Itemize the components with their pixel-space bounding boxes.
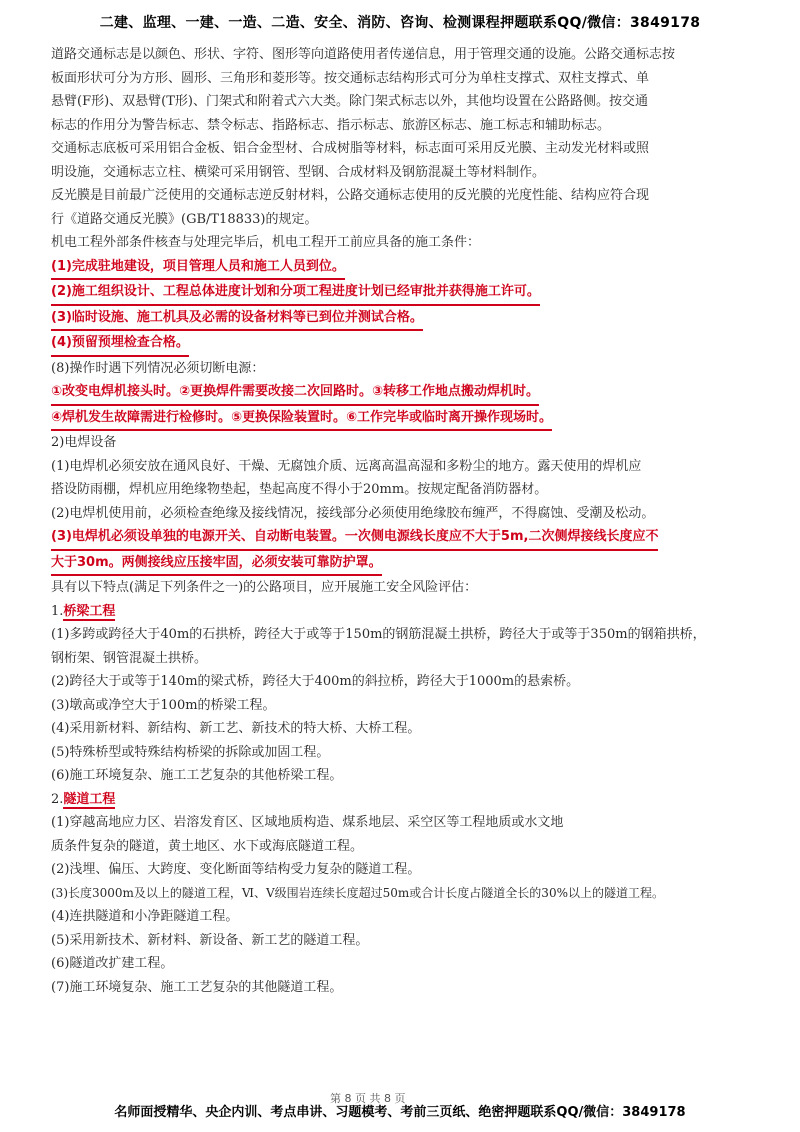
paragraph-line: 标志的作用分为警告标志、禁令标志、指路标志、指示标志、旅游区标志、施工标志和辅助标志。: [51, 117, 611, 133]
paragraph-line: 明设施，交通标志立柱、横梁可采用钢管、型钢、合成材料及钢筋混凝土等材料制作。: [51, 164, 546, 180]
paragraph-line: 交通标志底板可采用铝合金板、铝合金型材、合成树脂等材料，标志面可采用反光膜、主动发光材料或照: [51, 141, 650, 156]
tunnel-item: (2)浅埋、偏压、大跨度、变化断面等结构受力复杂的隧道工程。: [51, 862, 421, 877]
tunnel-item: (6)隧道改扩建工程。: [51, 956, 174, 971]
paragraph-line: 板面形状可分为方形、圆形、三角形和菱形等。按交通标志结构形式可分为单柱支撑式、双柱支撑式、单: [51, 70, 650, 86]
page-number: 第 8 页 共 8 页: [330, 1092, 406, 1105]
welding-rule-line: (2)电焊机使用前，必须检查绝缘及接线情况，接线部分必须使用绝缘胶布缠严，不得腐蚀、受潮及松动。: [51, 505, 655, 521]
tunnel-item: (5)采用新技术、新材料、新设备、新工艺的隧道工程。: [51, 932, 369, 948]
tunnel-heading: [51, 788, 751, 812]
bridge-item: (2)跨径大于或等于140m的梁式桥，跨径大于400m的斜拉桥，跨径大于1000m的悬索桥。: [51, 674, 580, 689]
bridge-item: (5)特殊桥型或特殊结构桥梁的拆除或加固工程。: [51, 744, 330, 760]
bridge-heading-number: 1.: [51, 603, 64, 619]
document-body: [51, 43, 751, 999]
tunnel-item: (7)施工环境复杂、施工工艺复杂的其他隧道工程。: [51, 979, 343, 995]
bridge-item: 钢桁架、钢管混凝土拱桥。: [51, 650, 208, 666]
paragraph-line: 行《道路交通反光膜》(GB/T18833)的规定。: [51, 211, 318, 227]
welding-rule-line: 搭设防雨棚，焊机应用绝缘物垫起，垫起高度不得小于20mm。按规定配备消防器材。: [51, 482, 548, 497]
page-header-banner: 二建、监理、一建、一造、二造、安全、消防、咨询、检测课程押题联系QQ/微信：3849178: [99, 15, 701, 31]
bridge-heading-title: 桥梁工程: [63, 603, 116, 619]
paragraph-line: 悬臂(F形)、双悬臂(T形)、门架式和附着式六大类。除门架式标志以外，其他均设置在公路路侧。按交通: [51, 94, 648, 109]
paragraph-line: 机电工程外部条件核查与处理完毕后，机电工程开工前应具备的施工条件：: [51, 235, 481, 250]
tunnel-item: (1)穿越高地应力区、岩溶发育区、区域地质构造、煤系地层、采空区等工程地质或水文地: [51, 815, 564, 830]
highlighted-power-case: ①改变电焊机接头时。②更换焊件需要改接二次回路时。③转移工作地点搬动焊机时。: [51, 380, 539, 406]
bridge-item: (6)施工环境复杂、施工工艺复杂的其他桥梁工程。: [51, 768, 343, 783]
bridge-item: (4)采用新材料、新结构、新工艺、新技术的特大桥、大桥工程。: [51, 721, 421, 736]
bridge-item: (1)多跨或跨径大于40m的石拱桥，跨径大于或等于150m的钢筋混凝土拱桥，跨径大于或等于350m的钢箱拱桥，: [51, 627, 706, 642]
highlighted-condition: (4)预留预埋检查合格。: [51, 331, 189, 357]
tunnel-item: (3)长度3000m及以上的隧道工程，Ⅵ、Ⅴ级围岩连续长度超过50m或合计长度占隧道全长的30%以上的隧道工程。: [51, 885, 664, 900]
highlighted-welding-rule: 大于30m。两侧接线应压接牢固，必须安装可靠防护罩。: [51, 551, 382, 577]
tunnel-heading-number: 2.: [51, 791, 64, 807]
highlighted-condition: (1)完成驻地建设，项目管理人员和施工人员到位。: [51, 255, 345, 281]
tunnel-item: (4)连拱隧道和小净距隧道工程。: [51, 909, 239, 924]
bridge-item: (3)墩高或净空大于100m的桥梁工程。: [51, 697, 276, 713]
highlighted-condition: (2)施工组织设计、工程总体进度计划和分项工程进度计划已经审批并获得施工许可。: [51, 280, 540, 306]
highlighted-power-case: ④焊机发生故障需进行检修时。⑤更换保险装置时。⑥工作完毕或临时离开操作现场时。: [51, 406, 552, 432]
page-footer-banner: 名师面授精华、央企内训、考点串讲、习题模考、考前三页纸、绝密押题联系QQ/微信：3849178: [114, 1105, 686, 1120]
tunnel-item: 质条件复杂的隧道，黄土地区、水下或海底隧道工程。: [51, 838, 364, 854]
highlighted-welding-rule: (3)电焊机必须设单独的电源开关、自动断电装置。一次侧电源线长度应不大于5m,二次侧焊接线长度应不: [51, 525, 658, 551]
paragraph-line: 道路交通标志是以颜色、形状、字符、图形等向道路使用者传递信息，用于管理交通的设施。公路交通标志按: [51, 47, 676, 62]
highlighted-condition: (3)临时设施、施工机具及必需的设备材料等已到位并测试合格。: [51, 306, 423, 332]
paragraph-line: 反光膜是目前最广泛使用的交通标志逆反射材料，公路交通标志使用的反光膜的光度性能、结构应符合现: [51, 188, 650, 203]
bridge-heading: [51, 600, 751, 624]
risk-assessment-intro: 具有以下特点(满足下列条件之一)的公路项目，应开展施工安全风险评估：: [51, 580, 478, 595]
power-off-intro: (8)操作时遇下列情况必须切断电源：: [51, 360, 265, 376]
welding-rule-line: (1)电焊机必须安放在通风良好、干燥、无腐蚀介质、远离高温高湿和多粉尘的地方。露天使用的焊机应: [51, 458, 642, 474]
tunnel-heading-title: 隧道工程: [63, 791, 116, 807]
welding-section-title: 2)电焊设备: [51, 435, 117, 450]
